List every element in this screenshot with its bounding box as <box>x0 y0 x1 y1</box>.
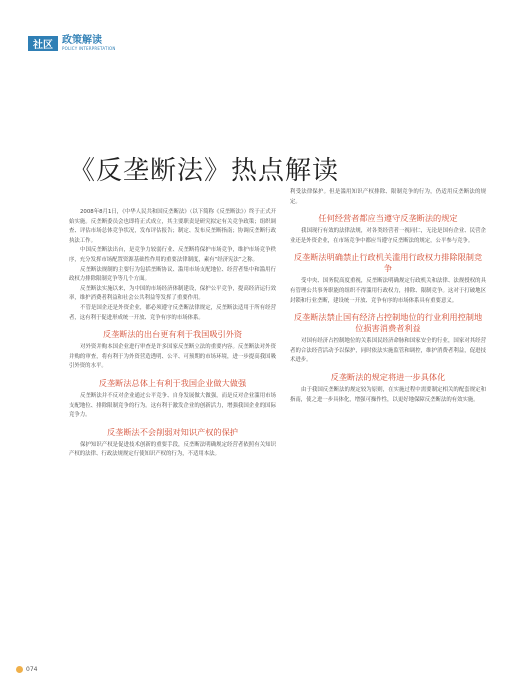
section-name <box>62 36 116 51</box>
paragraph: 保护知识产权是促进技术创新的重要手段，反垄断法明确规定经营者依照有关知识产权的法律、行政法规规定行使知识产权的行为，不适用本法。 <box>69 441 276 458</box>
page-number-text: 074 <box>26 666 38 673</box>
paragraph: 2008年8月1日，《中华人民共和国反垄断法》（以下简称《反垄断法》）终于正式开始实施。反垄断委员会也即将正式成立，其主要职责是研究拟定有关竞争政策；组织调查、评估市场总体竞争状况，发布评估报告；制定、发布反垄断指南；协调反垄断行政执法工作。 <box>69 209 276 244</box>
paragraph: 不管是国企还是外资企业，都必须遵守反垄断法律规定，反垄断法适用于所有经营者，这有利于促进形成统一开放、竞争有序的市场体系。 <box>69 304 276 321</box>
section-label: 社区 <box>28 36 58 51</box>
paragraph: 反垄断法并不反对企业通过公平竞争、自身发展做大做强，而是反对企业滥用市场支配地位、排除限制竞争的行为。这有利于激发企业的创新活力，增强我国企业的国际竞争力。 <box>69 392 276 419</box>
subheading: 反垄断法明确禁止行政机关滥用行政权力排除限制竞争 <box>293 252 483 274</box>
paragraph: 由于我国反垄断法的规定较为原则，在实施过程中需要制定相关的配套规定和指南，使之进一步具体化，增强可操作性，以更好地保障反垄断法的有效实施。 <box>290 386 486 403</box>
paragraph: 利受法律保护。但是滥用知识产权排除、限制竞争的行为，仍适用反垄断法的规定。 <box>290 189 486 205</box>
right-column <box>290 188 486 405</box>
paragraph: 反垄断法规制的主要行为包括垄断协议、滥用市场支配地位、经营者集中和滥用行政权力排除限制竞争等几个方面。 <box>69 266 276 283</box>
section-name-cn: 政策解读 <box>62 34 102 46</box>
article-title: 《反垄断法》热点解读 <box>69 156 340 186</box>
page-dot-icon <box>16 666 23 673</box>
paragraph: 反垄断法实施以来，为中国的市场经济体制建设，保护公平竞争，提高经济运行效率，维护消费者利益和社会公共利益等发挥了重要作用。 <box>69 285 276 302</box>
paragraph: 受中央、国务院高度重视，反垄断法明确规定行政机关和法律、法规授权的具有管理公共事务职能的组织不得滥用行政权力，排除、限制竞争。这对于打破地区封锁和行业垄断，建设统一开放、竞争有序的市场体系具有重要意义。 <box>290 278 486 304</box>
section-name-en: POLICY INTERPRETATION <box>62 45 116 51</box>
paragraph: 对外资并购本国企业进行审查是许多国家反垄断立法的重要内容。反垄断法对外资并购的审查，将有利于为外资营造透明、公平、可预期的市场环境，进一步提高我国吸引外资的水平。 <box>69 344 276 370</box>
page-number <box>16 666 37 673</box>
paragraph: 对国有经济占控制地位的关系国民经济命脉和国家安全的行业，国家对其经营者的合法经营活动予以保护，同时依法实施监管和调控，维护消费者利益，促进技术进步。 <box>290 338 486 364</box>
subheading: 反垄断法不会削弱对知识产权的保护 <box>106 426 238 437</box>
subheading: 反垄断法禁止国有经济占控制地位的行业利用控制地位损害消费者利益 <box>293 312 483 334</box>
subheading: 反垄断法总体上有利于我国企业做大做强 <box>98 377 247 388</box>
left-column <box>69 208 276 460</box>
subheading: 反垄断法的规定将进一步具体化 <box>330 371 446 382</box>
subheading: 反垄断法的出台更有利于我国吸引外资 <box>102 329 243 340</box>
paragraph: 我国现行有效的法律法规，对各类经营者一视同仁，无论是国有企业、民营企业还是外资企业，在市场竞争中都应当遵守反垄断法的规定，公平参与竞争。 <box>290 228 486 244</box>
section-header <box>28 35 116 51</box>
subheading: 任何经营者都应当遵守反垄断法的规定 <box>318 213 458 224</box>
paragraph: 中国反垄断法出台，是竞争力较弱行业、反垄断将保护市场竞争，维护市场竞争秩序，充分发挥市场配置资源基础性作用的重要法律制度，素有“经济宪法”之称。 <box>69 247 276 263</box>
